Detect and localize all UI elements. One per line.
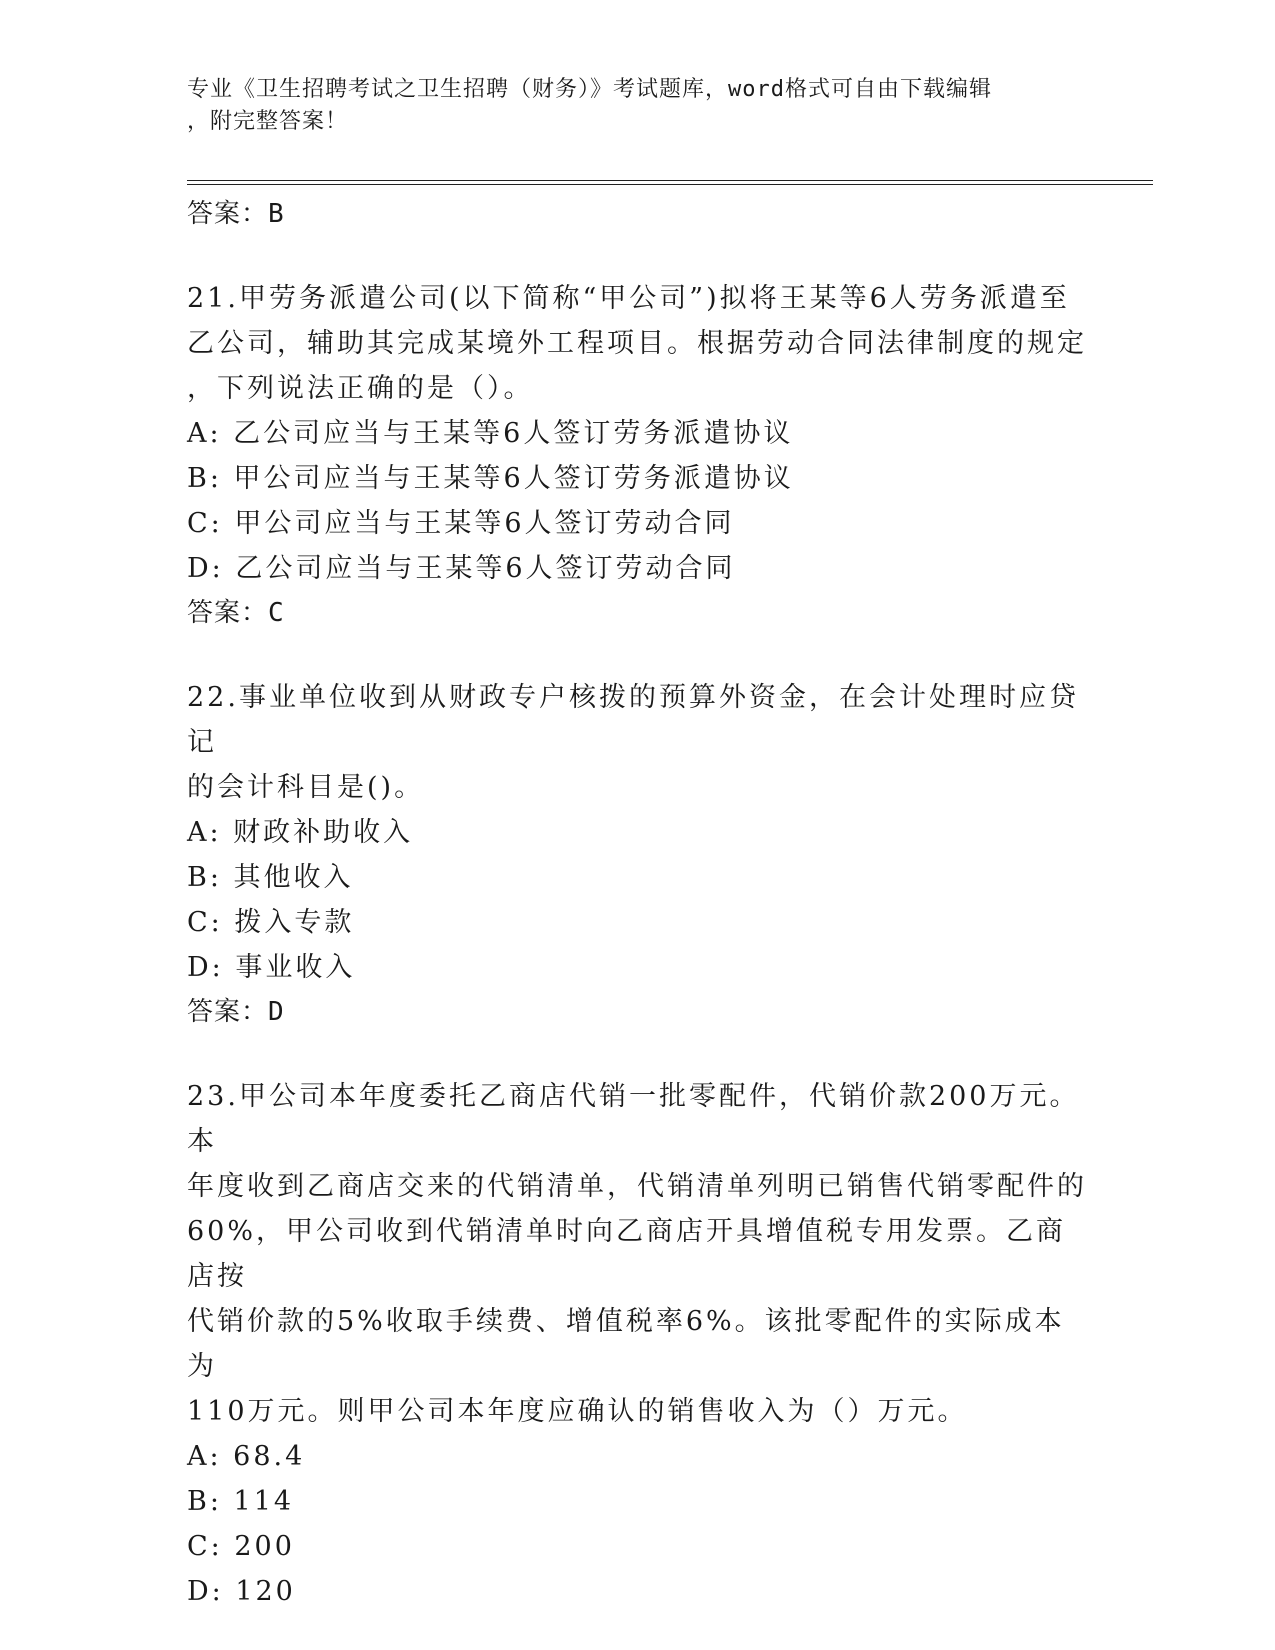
question-line: 年度收到乙商店交来的代销清单，代销清单列明已销售代销零配件的 xyxy=(187,1171,1087,1202)
option-b: B: 其他收入 xyxy=(187,862,354,893)
document-header xyxy=(187,74,1067,138)
answer-line: 答案：B xyxy=(187,199,285,229)
option-c: C: 甲公司应当与王某等6人签订劳动合同 xyxy=(187,508,735,539)
question-line: 的会计科目是()。 xyxy=(187,772,425,803)
option-c: C: 拨入专款 xyxy=(187,907,355,938)
option-b: B: 114 xyxy=(187,1486,295,1517)
question-line: 乙公司，辅助其完成某境外工程项目。根据劳动合同法律制度的规定 xyxy=(187,328,1087,359)
question-line: 代销价款的5%收取手续费、增值税率6%。该批零配件的实际成本为 xyxy=(187,1306,1065,1382)
question-text xyxy=(187,276,1087,411)
option-d: D: 乙公司应当与王某等6人签订劳动合同 xyxy=(187,553,736,584)
option-d: D: 事业收入 xyxy=(187,952,356,983)
question-line: 21.甲劳务派遣公司(以下简称“甲公司”)拟将王某等6人劳务派遣至 xyxy=(187,283,1070,314)
header-divider xyxy=(187,180,1153,181)
question-22 xyxy=(187,675,1087,1034)
option-c: C: 200 xyxy=(187,1531,295,1562)
answer-line: 答案：D xyxy=(187,997,285,1027)
question-line: 23.甲公司本年度委托乙商店代销一批零配件，代销价款200万元。本 xyxy=(187,1081,1080,1157)
question-21 xyxy=(187,276,1087,635)
option-a: A: 乙公司应当与王某等6人签订劳务派遣协议 xyxy=(187,418,794,449)
header-line: 专业《卫生招聘考试之卫生招聘（财务）》考试题库，word格式可自由下载编辑 xyxy=(187,77,992,102)
question-text xyxy=(187,1074,1087,1434)
option-a: A: 财政补助收入 xyxy=(187,817,414,848)
option-b: B: 甲公司应当与王某等6人签订劳务派遣协议 xyxy=(187,463,794,494)
question-line: 110万元。则甲公司本年度应确认的销售收入为（）万元。 xyxy=(187,1396,968,1427)
question-line: ，下列说法正确的是（）。 xyxy=(187,373,534,404)
question-line: 22.事业单位收到从财政专户核拨的预算外资金，在会计处理时应贷记 xyxy=(187,682,1079,758)
option-d: D: 120 xyxy=(187,1576,296,1607)
question-line: 60%，甲公司收到代销清单时向乙商店开具增值税专用发票。乙商店按 xyxy=(187,1216,1067,1292)
answer-line: 答案：C xyxy=(187,598,285,628)
header-divider xyxy=(187,184,1153,185)
header-line: ，附完整答案！ xyxy=(187,109,349,134)
option-a: A: 68.4 xyxy=(187,1441,306,1472)
question-23 xyxy=(187,1074,1087,1614)
question-text xyxy=(187,675,1087,810)
document-body xyxy=(187,192,1087,1614)
